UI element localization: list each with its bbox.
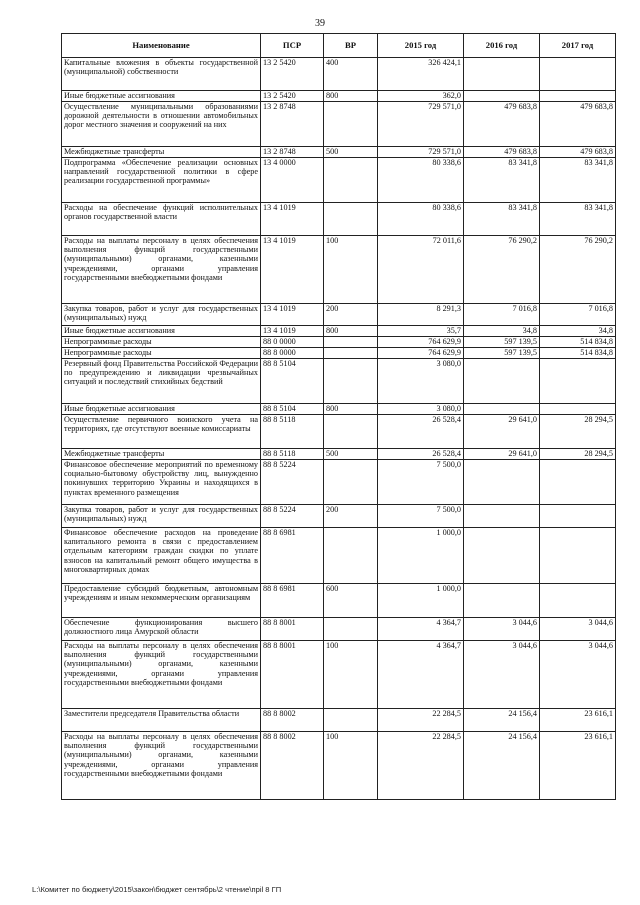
cell-psr: 88 8 5118	[261, 449, 324, 460]
cell-name: Межбюджетные трансферты	[62, 449, 261, 460]
cell-2017	[540, 359, 616, 404]
table-row	[62, 326, 616, 337]
budget-table	[61, 33, 616, 800]
cell-name: Закупка товаров, работ и услуг для государственных (муниципальных) нужд	[62, 505, 261, 528]
cell-psr: 88 8 5224	[261, 460, 324, 505]
cell-2016: 479 683,8	[464, 147, 540, 158]
cell-psr: 13 2 5420	[261, 91, 324, 102]
cell-name: Подпрограмма «Обеспечение реализации основных направлений государственной политики в сфере реализации государственной программы»	[62, 158, 261, 203]
cell-vr	[324, 348, 378, 359]
cell-vr: 100	[324, 641, 378, 709]
cell-2016: 597 139,5	[464, 337, 540, 348]
cell-2017	[540, 505, 616, 528]
cell-2016: 24 156,4	[464, 732, 540, 800]
cell-vr	[324, 158, 378, 203]
table-row	[62, 91, 616, 102]
cell-2015: 80 338,6	[378, 203, 464, 236]
cell-2017	[540, 584, 616, 618]
cell-2016	[464, 460, 540, 505]
table-row	[62, 58, 616, 91]
cell-vr: 800	[324, 326, 378, 337]
table-row	[62, 304, 616, 326]
cell-psr: 88 8 8002	[261, 709, 324, 732]
cell-2017: 28 294,5	[540, 415, 616, 449]
cell-2017: 479 683,8	[540, 147, 616, 158]
cell-psr: 13 2 8748	[261, 147, 324, 158]
cell-2016: 24 156,4	[464, 709, 540, 732]
cell-psr: 88 8 8001	[261, 641, 324, 709]
cell-2016: 3 044,6	[464, 618, 540, 641]
cell-vr: 400	[324, 58, 378, 91]
cell-2015: 1 000,0	[378, 528, 464, 584]
table-row	[62, 158, 616, 203]
cell-vr: 800	[324, 404, 378, 415]
cell-2016: 597 139,5	[464, 348, 540, 359]
cell-2016	[464, 505, 540, 528]
header-2016: 2016 год	[464, 34, 540, 58]
cell-2015: 7 500,0	[378, 460, 464, 505]
cell-2016	[464, 584, 540, 618]
cell-2015: 80 338,6	[378, 158, 464, 203]
cell-psr: 88 8 5104	[261, 404, 324, 415]
cell-2017	[540, 404, 616, 415]
cell-psr: 88 8 8002	[261, 732, 324, 800]
cell-vr: 100	[324, 732, 378, 800]
cell-2015: 326 424,1	[378, 58, 464, 91]
cell-psr: 88 8 8001	[261, 618, 324, 641]
cell-psr: 88 0 0000	[261, 337, 324, 348]
cell-2017: 7 016,8	[540, 304, 616, 326]
cell-2017: 479 683,8	[540, 102, 616, 147]
cell-name: Капитальные вложения в объекты государственной (муниципальной) собственности	[62, 58, 261, 91]
cell-vr	[324, 528, 378, 584]
cell-2015: 729 571,0	[378, 147, 464, 158]
cell-vr: 200	[324, 304, 378, 326]
cell-2017: 83 341,8	[540, 158, 616, 203]
cell-psr: 88 8 6981	[261, 584, 324, 618]
table-row	[62, 359, 616, 404]
table-header-row	[62, 34, 616, 58]
cell-vr	[324, 618, 378, 641]
cell-2015: 764 629,9	[378, 337, 464, 348]
page-number: 39	[315, 18, 325, 29]
table-row	[62, 147, 616, 158]
cell-psr: 88 8 5118	[261, 415, 324, 449]
cell-2016	[464, 91, 540, 102]
cell-name: Расходы на выплаты персоналу в целях обеспечения выполнения функций государственными (муниципальными) органами, казенными учреждениями, органами управления государственными внебюджетными фондами	[62, 732, 261, 800]
cell-2015: 35,7	[378, 326, 464, 337]
cell-2015: 22 284,5	[378, 732, 464, 800]
cell-2016: 479 683,8	[464, 102, 540, 147]
table-row	[62, 709, 616, 732]
cell-2017: 514 834,8	[540, 337, 616, 348]
cell-name: Осуществление первичного воинского учета на территориях, где отсутствуют военные комиссариаты	[62, 415, 261, 449]
cell-vr	[324, 337, 378, 348]
table-row	[62, 618, 616, 641]
cell-psr: 13 2 5420	[261, 58, 324, 91]
cell-2017	[540, 91, 616, 102]
cell-2016: 83 341,8	[464, 203, 540, 236]
cell-2015: 4 364,7	[378, 618, 464, 641]
cell-vr	[324, 415, 378, 449]
cell-name: Предоставление субсидий бюджетным, автономным учреждениям и иным некоммерческим организациям	[62, 584, 261, 618]
cell-2016: 83 341,8	[464, 158, 540, 203]
table-row	[62, 404, 616, 415]
cell-2016	[464, 404, 540, 415]
cell-2015: 729 571,0	[378, 102, 464, 147]
cell-2017	[540, 528, 616, 584]
table-row	[62, 203, 616, 236]
cell-name: Непрограммные расходы	[62, 348, 261, 359]
table-row	[62, 732, 616, 800]
cell-2016: 3 044,6	[464, 641, 540, 709]
cell-2016: 34,8	[464, 326, 540, 337]
cell-name: Иные бюджетные ассигнования	[62, 404, 261, 415]
header-2017: 2017 год	[540, 34, 616, 58]
cell-psr: 13 4 1019	[261, 326, 324, 337]
cell-2017: 76 290,2	[540, 236, 616, 304]
cell-vr	[324, 102, 378, 147]
table-row	[62, 460, 616, 505]
cell-2015: 7 500,0	[378, 505, 464, 528]
cell-name: Межбюджетные трансферты	[62, 147, 261, 158]
cell-2016: 76 290,2	[464, 236, 540, 304]
cell-psr: 13 4 1019	[261, 203, 324, 236]
cell-name: Заместители председателя Правительства области	[62, 709, 261, 732]
footer-file-path: L:\Комитет по бюджету\2015\закон\бюджет сентябрь\2 чтение\прil 8 ГП	[32, 885, 282, 894]
table-row	[62, 449, 616, 460]
cell-2015: 72 011,6	[378, 236, 464, 304]
cell-psr: 88 8 0000	[261, 348, 324, 359]
cell-name: Финансовое обеспечение мероприятий по временному социально-бытовому обустройству лиц, вынужденно покинувших территорию Украины и находящихся в пунктах временного размещения	[62, 460, 261, 505]
cell-2017: 23 616,1	[540, 709, 616, 732]
cell-2016: 29 641,0	[464, 449, 540, 460]
cell-2015: 764 629,9	[378, 348, 464, 359]
cell-2015: 8 291,3	[378, 304, 464, 326]
cell-vr: 800	[324, 91, 378, 102]
cell-vr	[324, 709, 378, 732]
cell-2017: 28 294,5	[540, 449, 616, 460]
cell-name: Закупка товаров, работ и услуг для государственных (муниципальных) нужд	[62, 304, 261, 326]
cell-2016	[464, 58, 540, 91]
cell-psr: 88 8 6981	[261, 528, 324, 584]
cell-2016	[464, 528, 540, 584]
cell-2016: 29 641,0	[464, 415, 540, 449]
cell-psr: 88 8 5224	[261, 505, 324, 528]
cell-2017: 34,8	[540, 326, 616, 337]
cell-2015: 3 080,0	[378, 359, 464, 404]
table-row	[62, 528, 616, 584]
cell-vr: 200	[324, 505, 378, 528]
cell-2015: 22 284,5	[378, 709, 464, 732]
cell-2017: 514 834,8	[540, 348, 616, 359]
table-row	[62, 415, 616, 449]
cell-vr: 100	[324, 236, 378, 304]
cell-2017	[540, 460, 616, 505]
header-vr: ВР	[324, 34, 378, 58]
cell-vr	[324, 460, 378, 505]
cell-name: Резервный фонд Правительства Российской Федерации по предупреждению и ликвидации чрезвычайных ситуаций и последствий стихийных бедствий	[62, 359, 261, 404]
cell-2015: 26 528,4	[378, 449, 464, 460]
header-psr: ПСР	[261, 34, 324, 58]
table-row	[62, 337, 616, 348]
cell-2015: 362,0	[378, 91, 464, 102]
cell-2017	[540, 58, 616, 91]
cell-name: Осуществление муниципальными образованиями дорожной деятельности в отношении автомобильных дорог местного значения и сооружений на них	[62, 102, 261, 147]
header-name: Наименование	[62, 34, 261, 58]
table-row	[62, 584, 616, 618]
cell-psr: 88 8 5104	[261, 359, 324, 404]
cell-vr	[324, 203, 378, 236]
cell-2017: 3 044,6	[540, 618, 616, 641]
cell-2015: 1 000,0	[378, 584, 464, 618]
cell-2015: 4 364,7	[378, 641, 464, 709]
cell-name: Расходы на выплаты персоналу в целях обеспечения выполнения функций государственными (муниципальными) органами, казенными учреждениями, органами управления государственными внебюджетными фондами	[62, 236, 261, 304]
table-body	[62, 58, 616, 800]
cell-name: Иные бюджетные ассигнования	[62, 326, 261, 337]
cell-psr: 13 2 8748	[261, 102, 324, 147]
header-2015: 2015 год	[378, 34, 464, 58]
cell-psr: 13 4 1019	[261, 236, 324, 304]
table-row	[62, 641, 616, 709]
table-row	[62, 348, 616, 359]
cell-2015: 26 528,4	[378, 415, 464, 449]
cell-name: Обеспечение функционирования высшего должностного лица Амурской области	[62, 618, 261, 641]
table-row	[62, 236, 616, 304]
cell-vr: 600	[324, 584, 378, 618]
cell-2017: 3 044,6	[540, 641, 616, 709]
cell-name: Иные бюджетные ассигнования	[62, 91, 261, 102]
cell-2017: 83 341,8	[540, 203, 616, 236]
cell-vr: 500	[324, 449, 378, 460]
cell-2017: 23 616,1	[540, 732, 616, 800]
cell-name: Расходы на обеспечение функций исполнительных органов государственной власти	[62, 203, 261, 236]
cell-vr: 500	[324, 147, 378, 158]
cell-vr	[324, 359, 378, 404]
cell-2016: 7 016,8	[464, 304, 540, 326]
cell-psr: 13 4 0000	[261, 158, 324, 203]
cell-2016	[464, 359, 540, 404]
cell-name: Непрограммные расходы	[62, 337, 261, 348]
cell-name: Расходы на выплаты персоналу в целях обеспечения выполнения функций государственными (муниципальными) органами, казенными учреждениями, органами управления государственными внебюджетными фондами	[62, 641, 261, 709]
cell-name: Финансовое обеспечение расходов на проведение капитального ремонта в связи с предоставлением отдельным категориям граждан скидки по уплате взносов на капитальный ремонт общего имущества в многоквартирных домах	[62, 528, 261, 584]
table-row	[62, 505, 616, 528]
cell-2015: 3 080,0	[378, 404, 464, 415]
cell-psr: 13 4 1019	[261, 304, 324, 326]
table-row	[62, 102, 616, 147]
